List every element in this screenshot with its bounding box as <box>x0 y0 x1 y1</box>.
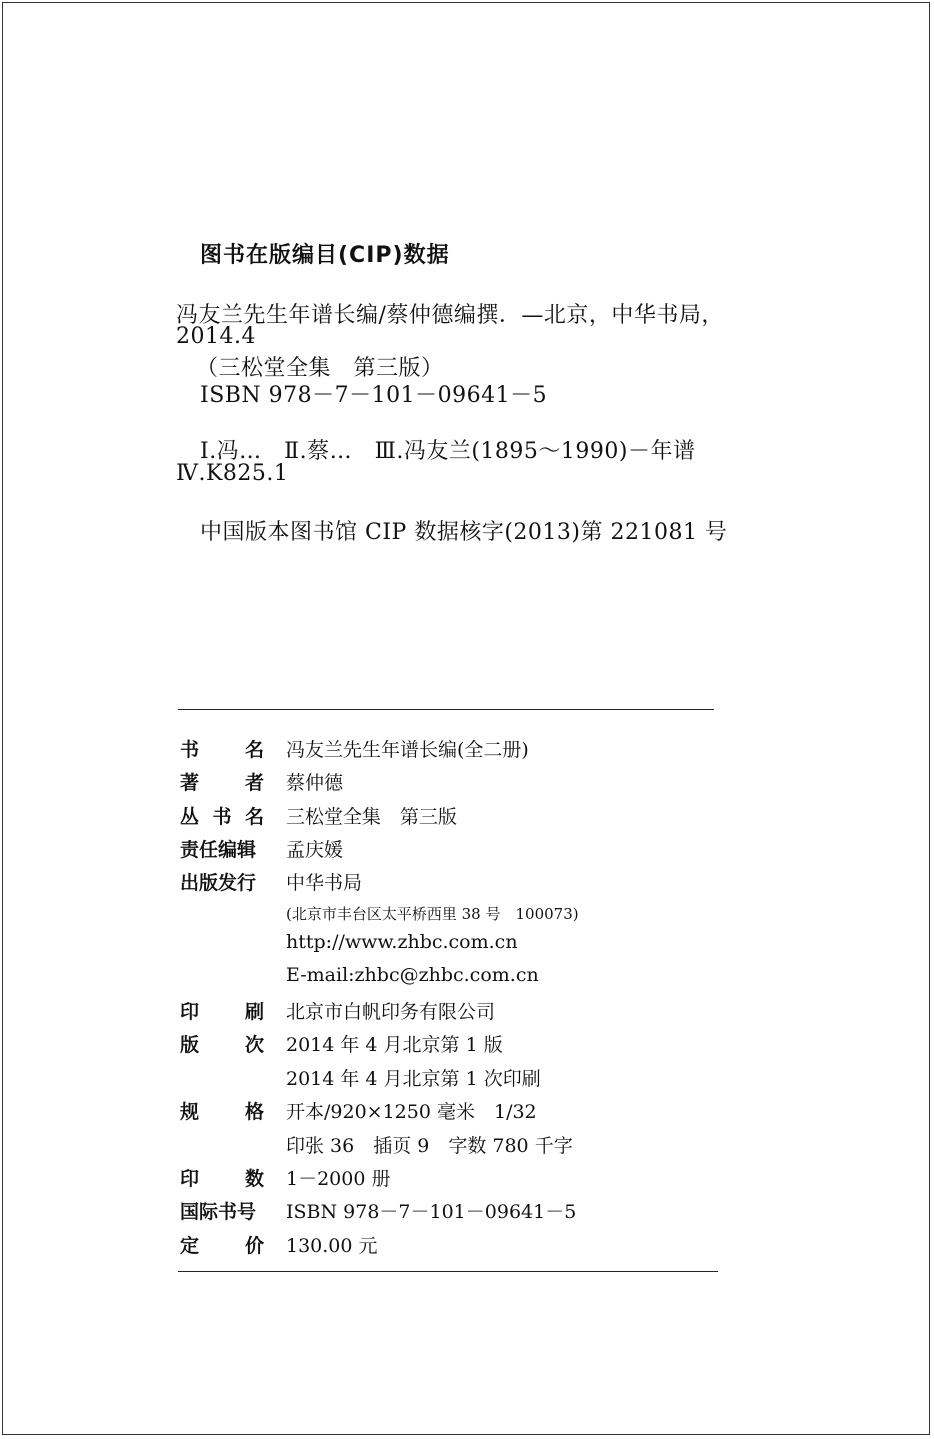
format-spec: 开本/920×1250 毫米 1/32 <box>286 1101 537 1123</box>
label-author: 著 者 <box>180 772 264 794</box>
author: 蔡仲德 <box>286 772 344 794</box>
label-printer: 印 刷 <box>180 1001 264 1023</box>
cip-heading: 图书在版编目(CIP)数据 <box>200 243 450 268</box>
printing: 2014 年 4 月北京第 1 次印刷 <box>286 1068 541 1090</box>
series: 三松堂全集 第三版 <box>286 806 458 828</box>
edition: 2014 年 4 月北京第 1 版 <box>286 1034 503 1056</box>
printer: 北京市白帆印务有限公司 <box>286 1001 496 1023</box>
label-publisher: 出版发行 <box>180 872 257 894</box>
sheets-spec: 印张 36 插页 9 字数 780 千字 <box>286 1135 573 1157</box>
publisher-address: (北京市丰台区太平桥西里 38 号 100073) <box>286 905 579 923</box>
cip-isbn-line: ISBN 978－7－101－09641－5 <box>200 383 548 408</box>
publisher: 中华书局 <box>286 872 363 894</box>
cip-record-number: 中国版本图书馆 CIP 数据核字(2013)第 221081 号 <box>200 520 728 545</box>
print-run: 1－2000 册 <box>286 1168 391 1190</box>
cip-classification-line: Ⅳ.K825.1 <box>176 461 289 486</box>
label-isbn: 国际书号 <box>180 1201 257 1223</box>
cip-title-line: 冯友兰先生年谱长编/蔡仲德编撰．—北京，中华书局， <box>176 303 724 328</box>
cip-subject-line: Ⅰ.冯… Ⅱ.蔡… Ⅲ.冯友兰(1895～1990)－年谱 <box>200 439 696 464</box>
publisher-website: http://www.zhbc.com.cn <box>286 931 518 953</box>
label-price: 定 价 <box>180 1235 264 1257</box>
bottom-rule <box>178 1271 718 1272</box>
label-edition: 版 次 <box>180 1034 264 1056</box>
isbn: ISBN 978－7－101－09641－5 <box>286 1201 577 1223</box>
label-print-run: 印 数 <box>180 1168 264 1190</box>
label-series: 丛 书 名 <box>180 806 264 828</box>
top-rule <box>178 709 714 710</box>
publisher-email: E-mail:zhbc@zhbc.com.cn <box>286 964 539 986</box>
cip-series-line: （三松堂全集 第三版） <box>196 356 444 381</box>
price: 130.00 元 <box>286 1235 378 1257</box>
label-editor: 责任编辑 <box>180 839 257 861</box>
book-name: 冯友兰先生年谱长编(全二册) <box>286 739 529 761</box>
editor: 孟庆媛 <box>286 839 344 861</box>
label-spec: 规 格 <box>180 1101 264 1123</box>
cip-date-line: 2014.4 <box>176 324 256 349</box>
label-book-name: 书 名 <box>180 739 264 761</box>
